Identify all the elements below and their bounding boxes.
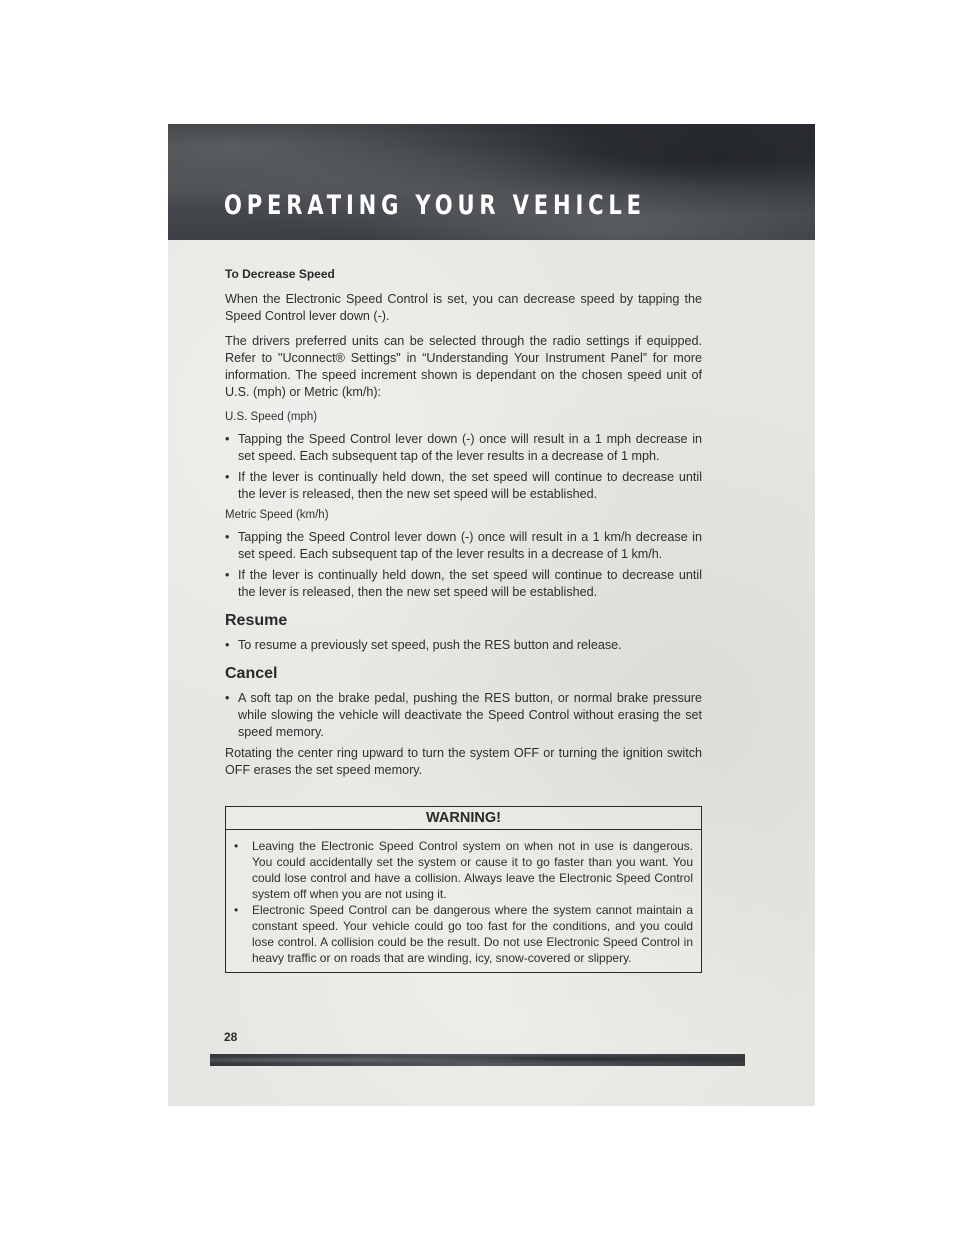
list-item bbox=[234, 838, 693, 902]
list-item bbox=[225, 637, 702, 654]
warning-box bbox=[225, 806, 702, 973]
bullet-icon: • bbox=[234, 839, 239, 853]
resume-list bbox=[225, 637, 702, 654]
cancel-heading: Cancel bbox=[225, 665, 278, 682]
cancel-paragraph: Rotating the center ring upward to turn the system OFF or turning the ignition switch OFF erases the set speed memory. bbox=[225, 746, 702, 777]
list-item-text: Tapping the Speed Control lever down (-) once will result in a 1 km/h decrease in set speed. Each subsequent tap of the lever results in a decrease of 1 km/h. bbox=[238, 530, 702, 561]
footer-band bbox=[210, 1054, 745, 1066]
decrease-speed-paragraph: When the Electronic Speed Control is set, you can decrease speed by tapping the Speed Control lever down (-). bbox=[225, 292, 702, 323]
us-speed-heading: U.S. Speed (mph) bbox=[225, 411, 318, 423]
list-item-text: If the lever is continually held down, the set speed will continue to decrease until the lever is released, then the new set speed will be established. bbox=[238, 568, 702, 599]
list-item bbox=[225, 567, 702, 601]
bullet-icon: • bbox=[225, 638, 230, 652]
main-content bbox=[225, 266, 702, 787]
manual-page bbox=[168, 124, 815, 1106]
decrease-speed-heading: To Decrease Speed bbox=[225, 267, 335, 281]
units-paragraph: The drivers preferred units can be selected through the radio settings if equipped. Refer to "Uconnect® Settings" in “Understanding Your Instrument Panel” for more information. The speed increment shown is dependant on the chosen speed unit of U.S. (mph) or Metric (km/h): bbox=[225, 334, 702, 399]
list-item bbox=[234, 902, 693, 966]
bullet-icon: • bbox=[234, 903, 239, 917]
resume-heading: Resume bbox=[225, 612, 288, 629]
bullet-icon: • bbox=[225, 432, 230, 446]
metric-speed-heading: Metric Speed (km/h) bbox=[225, 509, 329, 521]
list-item-text: A soft tap on the brake pedal, pushing the RES button, or normal brake pressure while slowing the vehicle will deactivate the Speed Control without erasing the set speed memory. bbox=[238, 691, 702, 739]
list-item bbox=[225, 431, 702, 465]
warning-title: WARNING! bbox=[226, 807, 701, 830]
bullet-icon: • bbox=[225, 530, 230, 544]
page-number: 28 bbox=[224, 1030, 238, 1044]
list-item bbox=[225, 690, 702, 741]
warning-item-text: Electronic Speed Control can be dangerous where the system cannot maintain a constant speed. Your vehicle could go too fast for the conditions, and you could lose control. A collision could be the result. Do not use Electronic Speed Control in heavy traffic or on roads that are winding, icy, snow-covered or slippery. bbox=[252, 903, 693, 965]
header-band bbox=[168, 124, 815, 240]
metric-speed-list bbox=[225, 529, 702, 601]
warning-item-text: Leaving the Electronic Speed Control system on when not in use is dangerous. You could accidentally set the system or cause it to go faster than you want. You could lose control and have a collision. Always leave the Electronic Speed Control system off when you are not using it. bbox=[252, 839, 693, 901]
bullet-icon: • bbox=[225, 470, 230, 484]
list-item bbox=[225, 469, 702, 503]
cancel-list bbox=[225, 690, 702, 741]
bullet-icon: • bbox=[225, 691, 230, 705]
section-title: OPERATING YOUR VEHICLE bbox=[224, 190, 646, 221]
us-speed-list bbox=[225, 431, 702, 503]
list-item-text: If the lever is continually held down, the set speed will continue to decrease until the lever is released, then the new set speed will be established. bbox=[238, 470, 702, 501]
bullet-icon: • bbox=[225, 568, 230, 582]
list-item-text: To resume a previously set speed, push the RES button and release. bbox=[238, 638, 622, 652]
warning-list bbox=[226, 830, 701, 972]
list-item-text: Tapping the Speed Control lever down (-) once will result in a 1 mph decrease in set speed. Each subsequent tap of the lever results in a decrease of 1 mph. bbox=[238, 432, 702, 463]
list-item bbox=[225, 529, 702, 563]
